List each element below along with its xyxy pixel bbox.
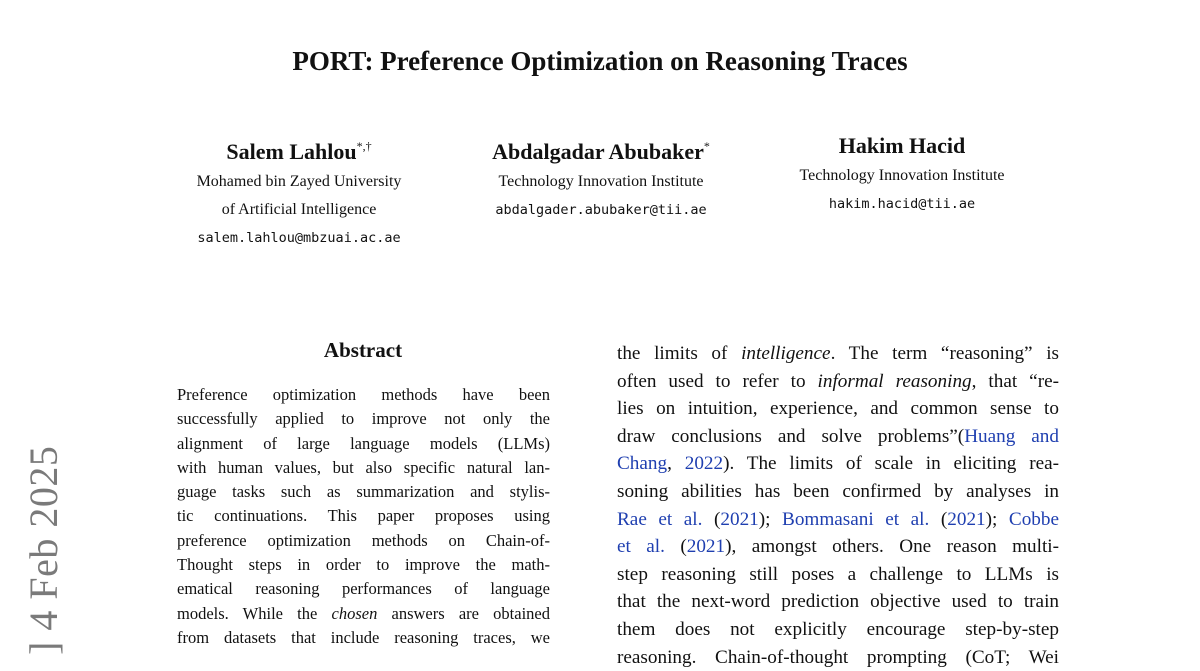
author-name: Hakim Hacid [838,133,966,158]
intro-column [617,340,1059,671]
arxiv-margin-stamp: ] 4 Feb 2025 [21,445,66,655]
body-line: them does not explicitly encourage step-by-step [617,618,1059,640]
author-name: Abdalgadar Abubaker* [492,139,710,164]
body-line: often used to refer to informal reasoning, that “re- [617,370,1059,392]
paper-title: PORT: Preference Optimization on Reasoning Traces [292,46,908,76]
body-line: step reasoning still poses a challenge to LLMs is [617,563,1059,585]
abstract-line: ematical reasoning performances of language [177,579,550,599]
abstract-line: alignment of large language models (LLMs) [177,433,550,453]
body-line: the limits of intelligence. The term “reasoning” is [617,343,1059,364]
body-line: et al. (2021), amongst others. One reason multi- [617,536,1059,558]
author-block [470,130,732,225]
body-line: Rae et al. (2021); Bommasani et al. (2021); Cobbe [617,508,1060,530]
abstract-line: Thought steps in order to improve the math- [177,555,550,575]
citation-link[interactable]: Rae et al. [617,508,703,530]
abstract-line: successfully applied to improve not only the [177,409,550,429]
body-line: soning abilities has been confirmed by analyses in [617,480,1059,502]
abstract-line: from datasets that include reasoning traces, we [177,627,550,647]
author-affiliation: of Artificial Intelligence [221,201,377,218]
citation-year-link[interactable]: 2021 [686,536,726,558]
author-marks: * [703,139,710,153]
author-email: hakim.hacid@tii.ae [828,196,976,212]
abstract-line: with human values, but also specific natural lan- [177,457,550,477]
abstract-heading: Abstract [323,338,403,362]
citation-year-link[interactable]: 2021 [720,508,759,530]
body-line: that the next-word prediction objective used to train [617,591,1059,613]
citation-year-link[interactable]: 2022 [684,453,724,475]
body-line: reasoning. Chain-of-thought prompting (CoT; Wei [617,646,1059,668]
body-line: Chang, 2022). The limits of scale in eliciting rea- [617,453,1060,475]
citation-link[interactable]: Bommasani et al. [782,508,930,530]
citation-link[interactable]: Cobbe [1008,508,1060,530]
body-line: draw conclusions and solve problems”(Huang and [617,425,1059,447]
citation-link[interactable]: Chang [617,453,668,475]
abstract-line: guage tasks such as summarization and stylis- [177,482,550,502]
abstract-body [177,383,550,650]
author-email: abdalgader.abubaker@tii.ae [495,202,707,218]
author-affiliation: Technology Innovation Institute [498,173,704,190]
italic-term: chosen [331,603,378,623]
author-block [168,130,430,253]
abstract-line: Preference optimization methods have been [177,385,550,404]
citation-year-link[interactable]: 2021 [947,508,986,530]
author-email: salem.lahlou@mbzuai.ac.ae [197,230,401,246]
abstract-line: tic continuations. This paper proposes using [177,506,550,526]
author-affiliation: Mohamed bin Zayed University [196,173,402,190]
italic-term: intelligence [741,343,831,364]
abstract-line: preference optimization methods on Chain-of- [177,530,550,550]
author-marks: *,† [356,139,372,153]
author-affiliation: Technology Innovation Institute [799,167,1005,184]
body-line: lies on intuition, experience, and common sense to [617,398,1059,420]
citation-link[interactable]: Huang and [964,425,1059,447]
italic-term: informal reasoning [817,370,972,392]
citation-link[interactable]: et al. [617,536,665,558]
author-name: Salem Lahlou*,† [226,139,372,164]
abstract-line: models. While the chosen answers are obtained [177,603,550,623]
author-block [771,130,1033,219]
